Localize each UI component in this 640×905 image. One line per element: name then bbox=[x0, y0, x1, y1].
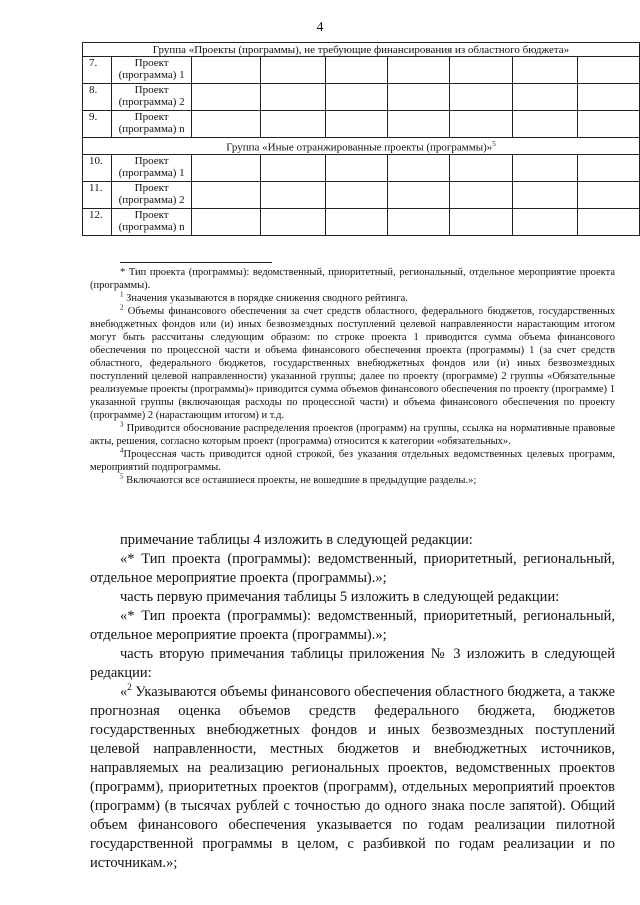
row-number: 8. bbox=[83, 84, 112, 111]
table-row bbox=[83, 57, 640, 84]
footnotes bbox=[90, 266, 615, 487]
paragraph: примечание таблицы 4 изложить в следующей редакции: bbox=[120, 532, 473, 548]
project-name: Проект (программа) 1 bbox=[111, 154, 192, 181]
paragraph: часть первую примечания таблицы 5 изложить в следующей редакции: bbox=[120, 589, 560, 605]
footnote-star: * Тип проекта (программы): ведомственный, приоритетный, региональный, отдельное мероприятие проекта (программы). bbox=[90, 267, 615, 291]
table-group-row bbox=[83, 138, 640, 155]
footnote-3: $^3$ Приводится обоснование распределения проектов (программ) на группы, ссылка на нормативные правовые акты, решения, согласно которым проект (программа) относится к категории «обязательных». bbox=[90, 420, 616, 447]
table-row bbox=[83, 208, 640, 235]
row-number: 11. bbox=[83, 181, 112, 208]
group-title: Группа «Проекты (программы), не требующие финансирования из областного бюджета» bbox=[83, 43, 640, 57]
amendment-text bbox=[90, 531, 615, 873]
project-name: Проект (программа) 2 bbox=[111, 181, 192, 208]
paragraph: «* Тип проекта (программы): ведомственный, приоритетный, региональный, отдельное мероприятие проекта (программы).»; bbox=[90, 608, 615, 643]
footnote-1: $^1$ Значения указываются в порядке снижения сводного рейтинга. bbox=[120, 290, 408, 304]
group-title: Группа «Иные отранжированные проекты (программы)»$^5$ bbox=[83, 138, 640, 155]
project-name: Проект (программа) n bbox=[111, 208, 192, 235]
project-name: Проект (программа) n bbox=[111, 111, 192, 138]
table-row bbox=[83, 154, 640, 181]
table-row bbox=[83, 84, 640, 111]
project-name: Проект (программа) 1 bbox=[111, 57, 192, 84]
table-group-row bbox=[83, 43, 640, 57]
paragraph: «* Тип проекта (программы): ведомственный, приоритетный, региональный, отдельное мероприятие проекта (программы).»; bbox=[90, 551, 615, 586]
footnote-divider bbox=[120, 262, 272, 263]
row-number: 10. bbox=[83, 154, 112, 181]
paragraph: часть вторую примечания таблицы приложения № 3 изложить в следующей редакции: bbox=[90, 646, 615, 681]
footnote-4: $^4$Процессная часть приводится одной строкой, без указания отдельных ведомственных целевых программ, мероприятий подпрограммы. bbox=[90, 446, 615, 473]
project-name: Проект (программа) 2 bbox=[111, 84, 192, 111]
row-number: 12. bbox=[83, 208, 112, 235]
footnote-2: $^2$ Объемы финансового обеспечения за счет средств областного, федерального бюджетов, государственных внебюджетных фондов или (и) иных безвозмездных поступлений целевой направленности нарастающим итогом могут быть рассчитаны следующим образом: по строке проекта 1 приводится сумма объема финансового обеспечения по процессной части и объема финансового обеспечения проекта (программы) 1 (за счет средств областного, федерального бюджетов, государственных внебюджетных фондов или (и) иных безвозмездных поступлений целевой направленности) указанной группы; далее по проекту (программе) 2 группы «Обязательные реализуемые проекты (программы)» приводится сумма объемов финансового обеспечения по проекту (программе) 1 указанной группы (включающая расходы по процессной части) и объема финансового обеспечения по проекту (программе) 2 (нарастающим итогом) и т.д. bbox=[90, 303, 615, 421]
footnote-5: $^5$ Включаются все оставшиеся проекты, не вошедшие в предыдущие разделы.»; bbox=[120, 472, 477, 486]
row-number: 9. bbox=[83, 111, 112, 138]
projects-table bbox=[82, 42, 640, 236]
page-number: 4 bbox=[316, 20, 324, 35]
paragraph: «$^2$ Указываются объемы финансового обеспечения областного бюджета, а также прогнозная оценка объемов средств федерального бюджета, бюджетов государственных внебюджетных фондов и иных безвозмездных поступлений целевой направленности, местных бюджетов и внебюджетных источников, направляемых на реализацию региональных проектов, ведомственных проектов (программ), приоритетных проектов (программ), отдельных мероприятий проектов (программ) (в тысячах рублей с точностью до одного знака после запятой). Общий объем финансового обеспечения указывается по годам реализации пилотной государственной программы в целом, с разбивкой по годам реализации и по источникам.»; bbox=[90, 682, 615, 871]
table-row bbox=[83, 181, 640, 208]
row-number: 7. bbox=[83, 57, 112, 84]
table-row bbox=[83, 111, 640, 138]
